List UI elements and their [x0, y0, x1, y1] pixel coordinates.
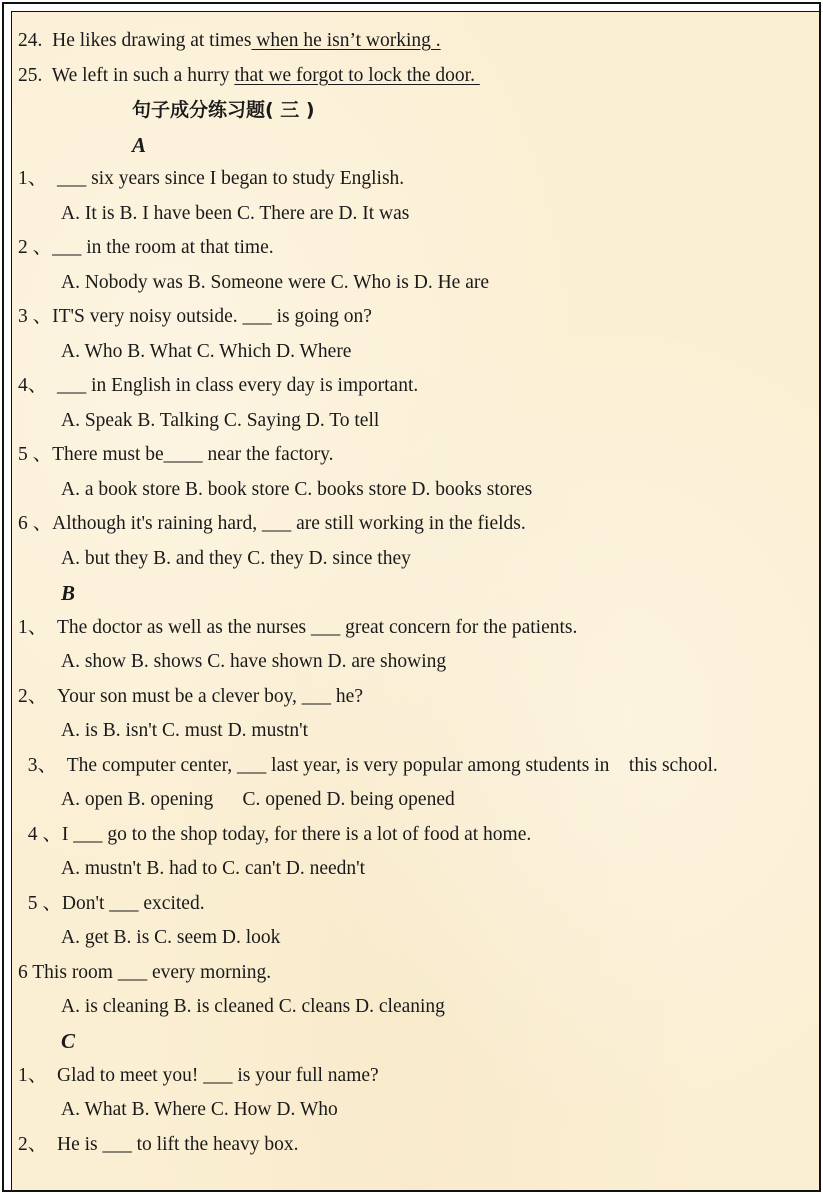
a-question-3: 3 、IT'S very noisy outside. ___ is going on?	[18, 306, 372, 327]
question-25	[18, 64, 480, 88]
b-question-4: 4 、I ___ go to the shop today, for there is a lot of food at home.	[18, 824, 532, 845]
q25-answer: that we forgot to lock the door.	[234, 65, 480, 86]
q24-text: He likes drawing at times	[52, 30, 252, 51]
b-question-5-options: A. get B. is C. seem D. look	[61, 927, 281, 948]
page-border	[2, 2, 821, 1192]
a-question-4-options: A. Speak B. Talking C. Saying D. To tell	[61, 410, 380, 431]
b-question-3-options: A. open B. opening C. opened D. being opened	[61, 789, 455, 810]
b-question-1: 1、 The doctor as well as the nurses ___ great concern for the patients.	[18, 617, 578, 638]
q24-answer: when he isn’t working .	[251, 30, 441, 51]
a-question-4: 4、 ___ in English in class every day is important.	[18, 375, 419, 396]
page-title: 句子成分练习题( 三 )	[132, 99, 315, 121]
section-b-heading: B	[61, 581, 76, 605]
a-question-6: 6 、Although it's raining hard, ___ are still working in the fields.	[18, 513, 526, 534]
worksheet-page	[11, 11, 820, 1191]
a-question-5: 5 、There must be____ near the factory.	[18, 444, 334, 465]
question-24	[18, 29, 441, 53]
q24-number: 24.	[18, 30, 43, 51]
b-question-6-options: A. is cleaning B. is cleaned C. cleans D. cleaning	[61, 996, 445, 1017]
a-question-1-options: A. It is B. I have been C. There are D. It was	[61, 203, 410, 224]
b-question-2: 2、 Your son must be a clever boy, ___ he?	[18, 686, 363, 707]
a-question-1: 1、 ___ six years since I began to study English.	[18, 168, 405, 189]
b-question-4-options: A. mustn't B. had to C. can't D. needn't	[61, 858, 366, 879]
b-question-2-options: A. is B. isn't C. must D. mustn't	[61, 720, 309, 741]
section-c-heading: C	[61, 1029, 76, 1053]
c-question-2: 2、 He is ___ to lift the heavy box.	[18, 1134, 299, 1155]
a-question-3-options: A. Who B. What C. Which D. Where	[61, 341, 352, 362]
a-question-2: 2 、___ in the room at that time.	[18, 237, 274, 258]
b-question-3: 3、 The computer center, ___ last year, is very popular among students in this school.	[18, 755, 718, 776]
section-a-heading: A	[132, 133, 147, 157]
b-question-6: 6 This room ___ every morning.	[18, 962, 272, 983]
b-question-5: 5 、Don't ___ excited.	[18, 893, 205, 914]
a-question-5-options: A. a book store B. book store C. books store D. books stores	[61, 479, 533, 500]
b-question-1-options: A. show B. shows C. have shown D. are showing	[61, 651, 447, 672]
q25-text: We left in such a hurry	[51, 65, 235, 86]
a-question-6-options: A. but they B. and they C. they D. since they	[61, 548, 411, 569]
c-question-1-options: A. What B. Where C. How D. Who	[61, 1099, 338, 1120]
a-question-2-options: A. Nobody was B. Someone were C. Who is D. He are	[61, 272, 490, 293]
c-question-1: 1、 Glad to meet you! ___ is your full name?	[18, 1065, 379, 1086]
q25-number: 25.	[18, 65, 43, 86]
